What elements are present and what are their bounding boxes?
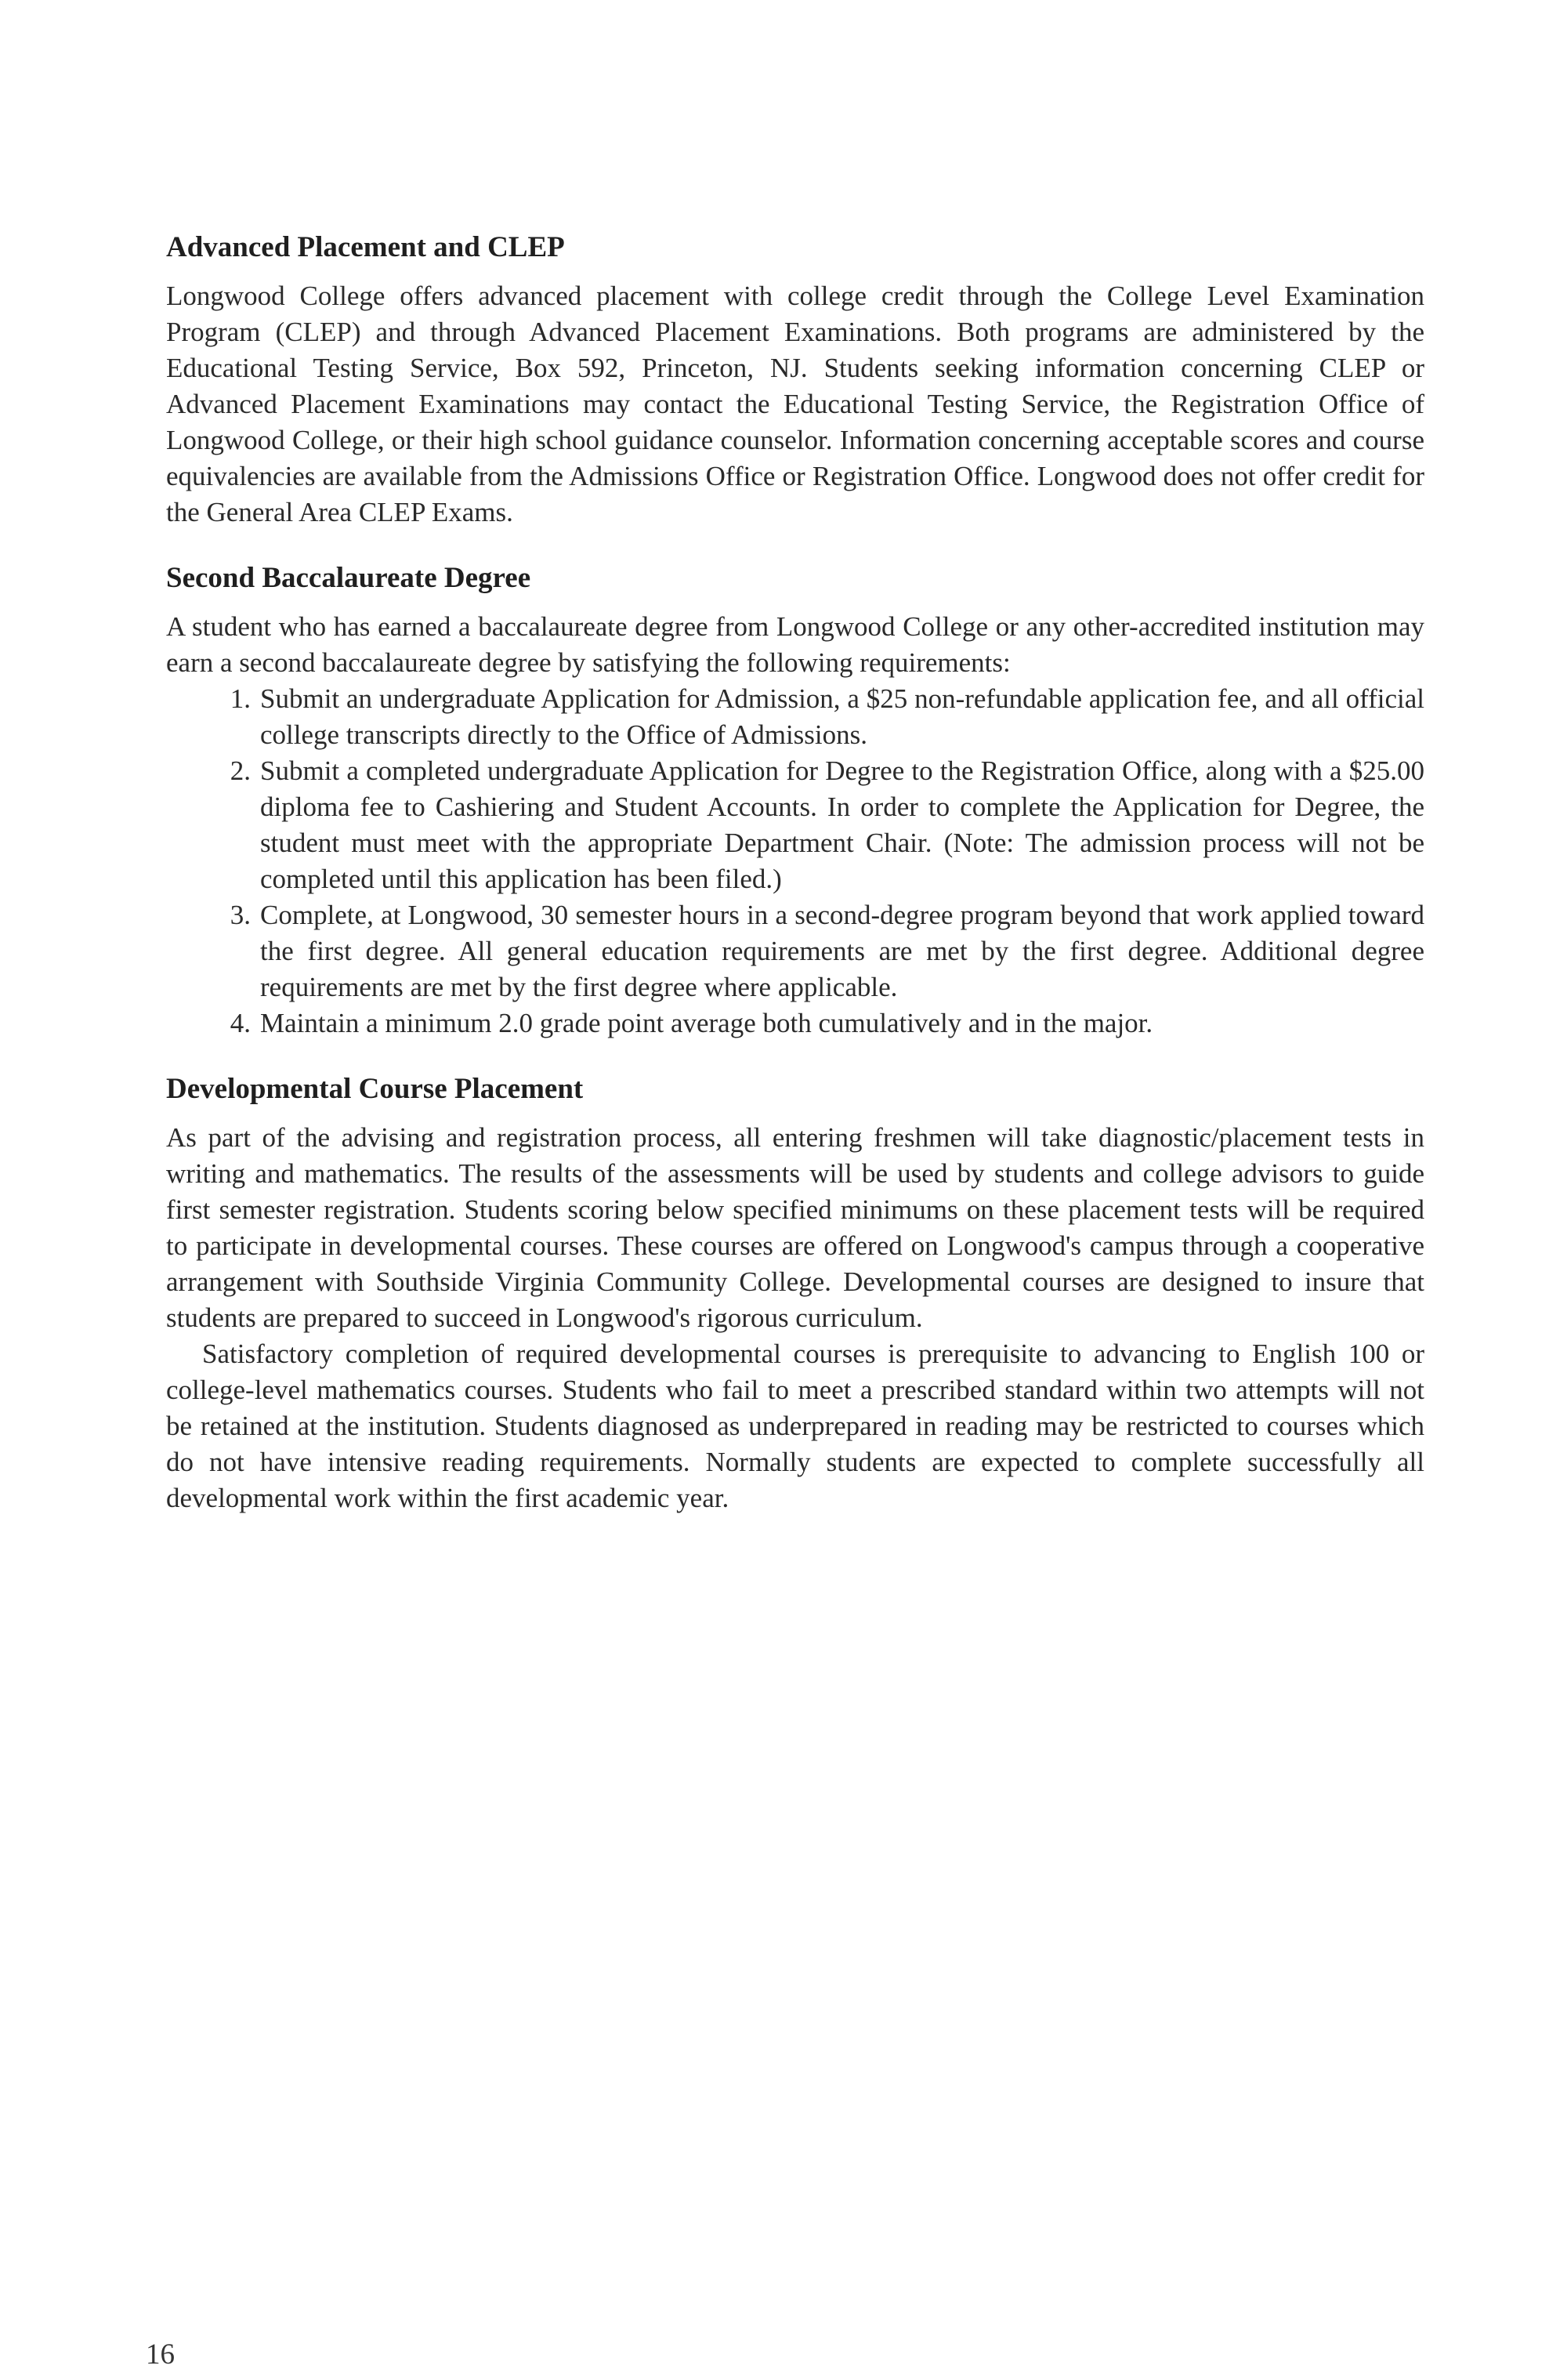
requirement-text: Submit an undergraduate Application for Admission, a $25 non-refundable application fee, and all official college transcripts directly to the Office of Admissions. bbox=[260, 683, 1424, 750]
section-paragraph: Longwood College offers advanced placement with college credit through the College Level Examination Program (CLEP) and through Advanced Placement Examinations. Both programs are administered by the Educational Testing Service, Box 592, Princeton, NJ. Students seeking information concerning CLEP or Advanced Placement Examinations may contact the Educational Testing Service, the Registration Office of Longwood College, or their high school guidance counselor. Information concerning acceptable scores and course equivalencies are available from the Admissions Office or Registration Office. Longwood does not offer credit for the General Area CLEP Exams. bbox=[166, 281, 1424, 527]
requirement-item bbox=[166, 897, 1424, 1005]
section-second-baccalaureate bbox=[166, 560, 1424, 1041]
section-paragraph: As part of the advising and registration process, all entering freshmen will take diagnostic/placement tests in writing and mathematics. The results of the assessments will be used by students and college advisors to guide first semester registration. Students scoring below specified minimums on these placement tests will be required to participate in developmental courses. These courses are offered on Longwood's campus through a cooperative arrangement with Southside Virginia Community College. Developmental courses are designed to insure that students are prepared to succeed in Longwood's rigorous curriculum. bbox=[166, 1122, 1424, 1333]
section-heading: Developmental Course Placement bbox=[166, 1073, 584, 1105]
requirement-item bbox=[166, 753, 1424, 897]
requirement-number: 1. bbox=[230, 683, 251, 714]
section-paragraph: A student who has earned a baccalaureate degree from Longwood College or any other-accredited institution may earn a second baccalaureate degree by satisfying the following requirements: bbox=[166, 611, 1424, 678]
section-advanced-placement bbox=[166, 230, 1424, 531]
requirement-text: Maintain a minimum 2.0 grade point average both cumulatively and in the major. bbox=[260, 1008, 1153, 1038]
section-paragraph: Satisfactory completion of required developmental courses is prerequisite to advancing to English 100 or college-level mathematics courses. Students who fail to meet a prescribed standard within two attempts will not be retained at the institution. Students diagnosed as underprepared in reading may be restricted to courses which do not have intensive reading requirements. Normally students are expected to complete successfully all developmental work within the first academic year. bbox=[166, 1339, 1424, 1513]
page-content bbox=[166, 230, 1424, 1546]
section-heading: Second Baccalaureate Degree bbox=[166, 562, 531, 594]
requirement-text: Complete, at Longwood, 30 semester hours in a second-degree program beyond that work applied toward the first degree. All general education requirements are met by the first degree. Additional degree requirements are met by the first degree where applicable. bbox=[260, 900, 1424, 1002]
requirement-text: Submit a completed undergraduate Application for Degree to the Registration Office, along with a $25.00 diploma fee to Cashiering and Student Accounts. In order to complete the Application for Degree, the student must meet with the appropriate Department Chair. (Note: The admission process will not be completed until this application has been filed.) bbox=[260, 755, 1424, 894]
requirement-item bbox=[166, 1005, 1424, 1041]
requirement-number: 3. bbox=[230, 900, 251, 930]
requirement-item bbox=[166, 681, 1424, 753]
section-heading: Advanced Placement and CLEP bbox=[166, 231, 565, 263]
section-developmental-placement bbox=[166, 1071, 1424, 1516]
page-number: 16 bbox=[146, 2338, 175, 2371]
requirement-number: 4. bbox=[230, 1008, 251, 1038]
requirement-number: 2. bbox=[230, 755, 251, 786]
requirements-list bbox=[166, 681, 1424, 1041]
